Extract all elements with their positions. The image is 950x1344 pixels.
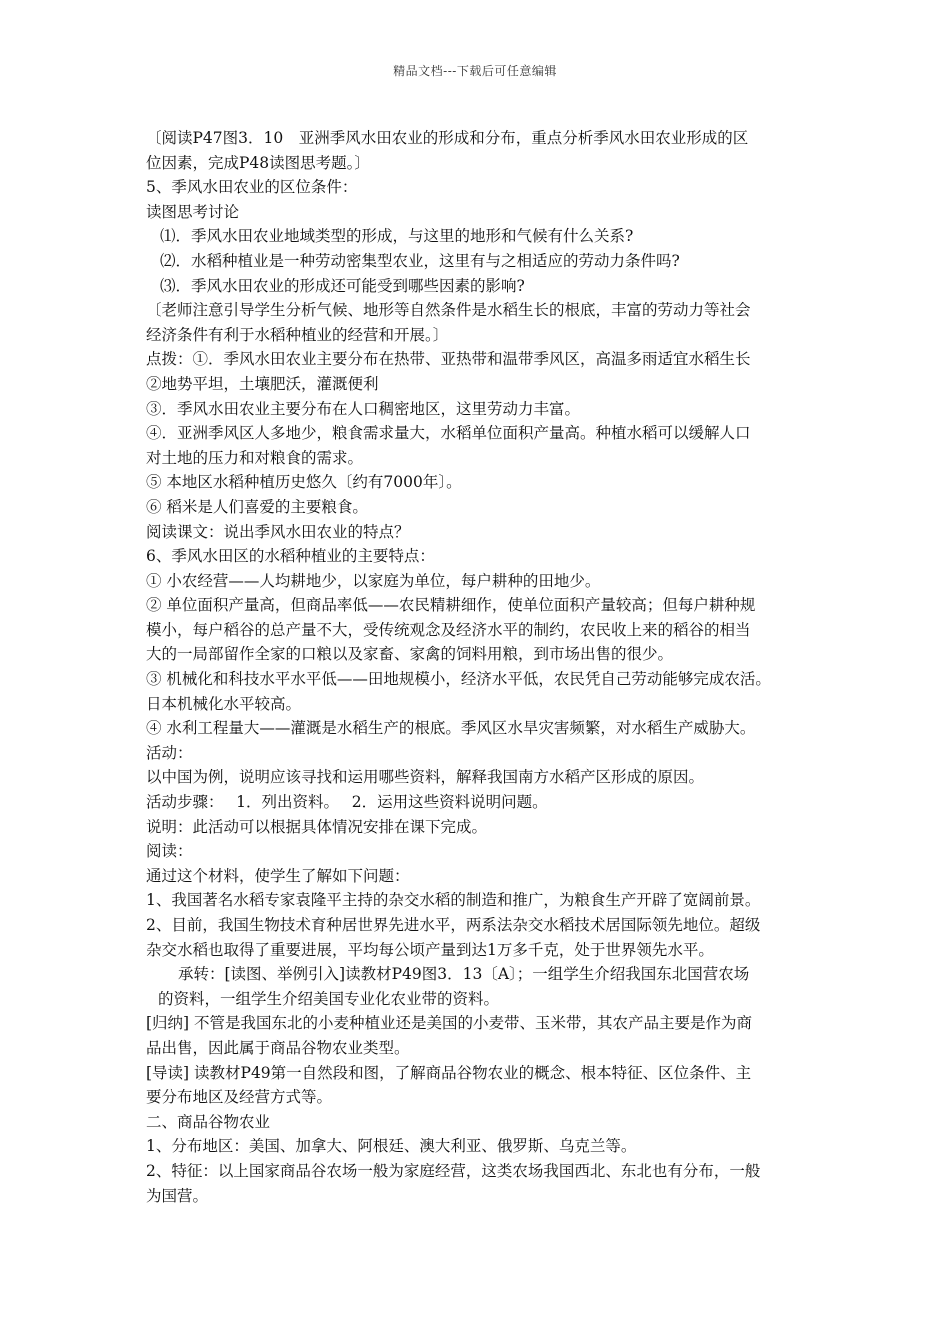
- text-line: ④ 水利工程量大——灌溉是水稻生产的根底。季风区水旱灾害频繁，对水稻生产威胁大。: [146, 719, 756, 738]
- text-line: 经济条件有利于水稻种植业的经营和开展。〕: [146, 325, 449, 344]
- text-line: ④．亚洲季风区人多地少，粮食需求量大，水稻单位面积产量高。种植水稻可以缓解人口: [146, 424, 751, 443]
- text-line: 〔阅读P47图3．10 亚洲季风水田农业的形成和分布，重点分析季风水田农业形成的区: [146, 129, 749, 147]
- text-line: 〔老师注意引导学生分析气候、地形等自然条件是水稻生长的根底，丰富的劳动力等社会: [146, 301, 751, 320]
- text-line: ⑤ 本地区水稻种植历史悠久〔约有7000年〕。: [146, 473, 462, 492]
- text-line: 5、季风水田农业的区位条件：: [146, 178, 358, 197]
- text-line: 1、我国著名水稻专家袁隆平主持的杂交水稻的制造和推广，为粮食生产开辟了宽阔前景。: [146, 891, 761, 910]
- text-line: [导读] 读教材P49第一自然段和图，了解商品谷物农业的概念、根本特征、区位条件、主: [146, 1063, 752, 1082]
- text-line: 6、季风水田区的水稻种植业的主要特点：: [146, 547, 435, 566]
- text-line: ③ 机械化和科技水平水平低——田地规模小，经济水平低，农民凭自己劳动能够完成农活。: [146, 670, 771, 689]
- text-line: 活动：: [146, 743, 193, 762]
- text-line: 模小，每户稻谷的总产量不大，受传统观念及经济水平的制约，农民收上来的稻谷的相当: [146, 620, 751, 639]
- text-line: 承转：[读图、举例引入]读教材P49图3．13〔A〕；一组学生介绍我国东北国营农场: [178, 965, 750, 984]
- text-line: 大的一局部留作全家的口粮以及家畜、家禽的饲料用粮，到市场出售的很少。: [146, 645, 674, 664]
- text-line: 2、特征：以上国家商品谷农场一般为家庭经营，这类农场我国西北、东北也有分布，一般: [146, 1161, 761, 1180]
- text-line: ②地势平坦，土壤肥沃，灌溉便利: [146, 374, 379, 393]
- text-line: ⑵．水稻种植业是一种劳动密集型农业，这里有与之相适应的劳动力条件吗?: [160, 251, 680, 270]
- text-line: 杂交水稻也取得了重要进展，平均每公顷产量到达1万多千克，处于世界领先水平。: [146, 940, 714, 959]
- text-line: 为国营。: [146, 1186, 209, 1205]
- text-line: 要分布地区及经营方式等。: [146, 1088, 333, 1107]
- text-line: 的资料，一组学生介绍美国专业化农业带的资料。: [158, 989, 500, 1008]
- text-line: [归纳] 不管是我国东北的小麦种植业还是美国的小麦带、玉米带，其农产品主要是作为商: [146, 1014, 753, 1033]
- text-line: 活动步骤： 1．列出资料。 2．运用这些资料说明问题。: [146, 793, 548, 812]
- text-line: 以中国为例，说明应该寻找和运用哪些资料，解释我国南方水稻产区形成的原因。: [146, 768, 705, 787]
- text-line: 对土地的压力和对粮食的需求。: [146, 448, 364, 467]
- text-line: 位因素，完成P48读图思考题。〕: [146, 153, 370, 172]
- text-line: 说明：此活动可以根据具体情况安排在课下完成。: [146, 817, 488, 836]
- text-line: ⑴．季风水田农业地域类型的形成，与这里的地形和气候有什么关系?: [160, 227, 634, 246]
- text-line: 品出售，因此属于商品谷物农业类型。: [146, 1038, 410, 1057]
- text-line: 二、商品谷物农业: [146, 1112, 271, 1131]
- text-line: 阅读：: [146, 842, 193, 861]
- text-line: 阅读课文：说出季风水田农业的特点？: [146, 522, 410, 541]
- text-line: ② 单位面积产量高，但商品率低——农民精耕细作，使单位面积产量较高；但每户耕种规: [146, 596, 756, 615]
- document-body: [146, 126, 826, 1208]
- text-line: 1、分布地区：美国、加拿大、阿根廷、澳大利亚、俄罗斯、乌克兰等。: [146, 1137, 637, 1156]
- text-line: ⑥ 稻米是人们喜爱的主要粮食。: [146, 497, 368, 516]
- text-line: ⑶．季风水田农业的形成还可能受到哪些因素的影响?: [160, 276, 525, 295]
- text-line: ③．季风水田农业主要分布在人口稠密地区，这里劳动力丰富。: [146, 399, 581, 418]
- text-line: 日本机械化水平较高。: [146, 694, 302, 713]
- text-line: 点拨：①．季风水田农业主要分布在热带、亚热带和温带季风区，高温多雨适宜水稻生长: [146, 350, 751, 369]
- text-line: 2、目前，我国生物技术育种居世界先进水平，两系法杂交水稻技术居国际领先地位。超级: [146, 916, 761, 934]
- text-line: 通过这个材料，使学生了解如下问题：: [146, 866, 410, 885]
- text-line: ① 小农经营——人均耕地少，以家庭为单位，每户耕种的田地少。: [146, 571, 601, 590]
- text-line: 读图思考讨论: [146, 202, 240, 221]
- page-header: 精品文档---下载后可任意编辑: [393, 64, 557, 78]
